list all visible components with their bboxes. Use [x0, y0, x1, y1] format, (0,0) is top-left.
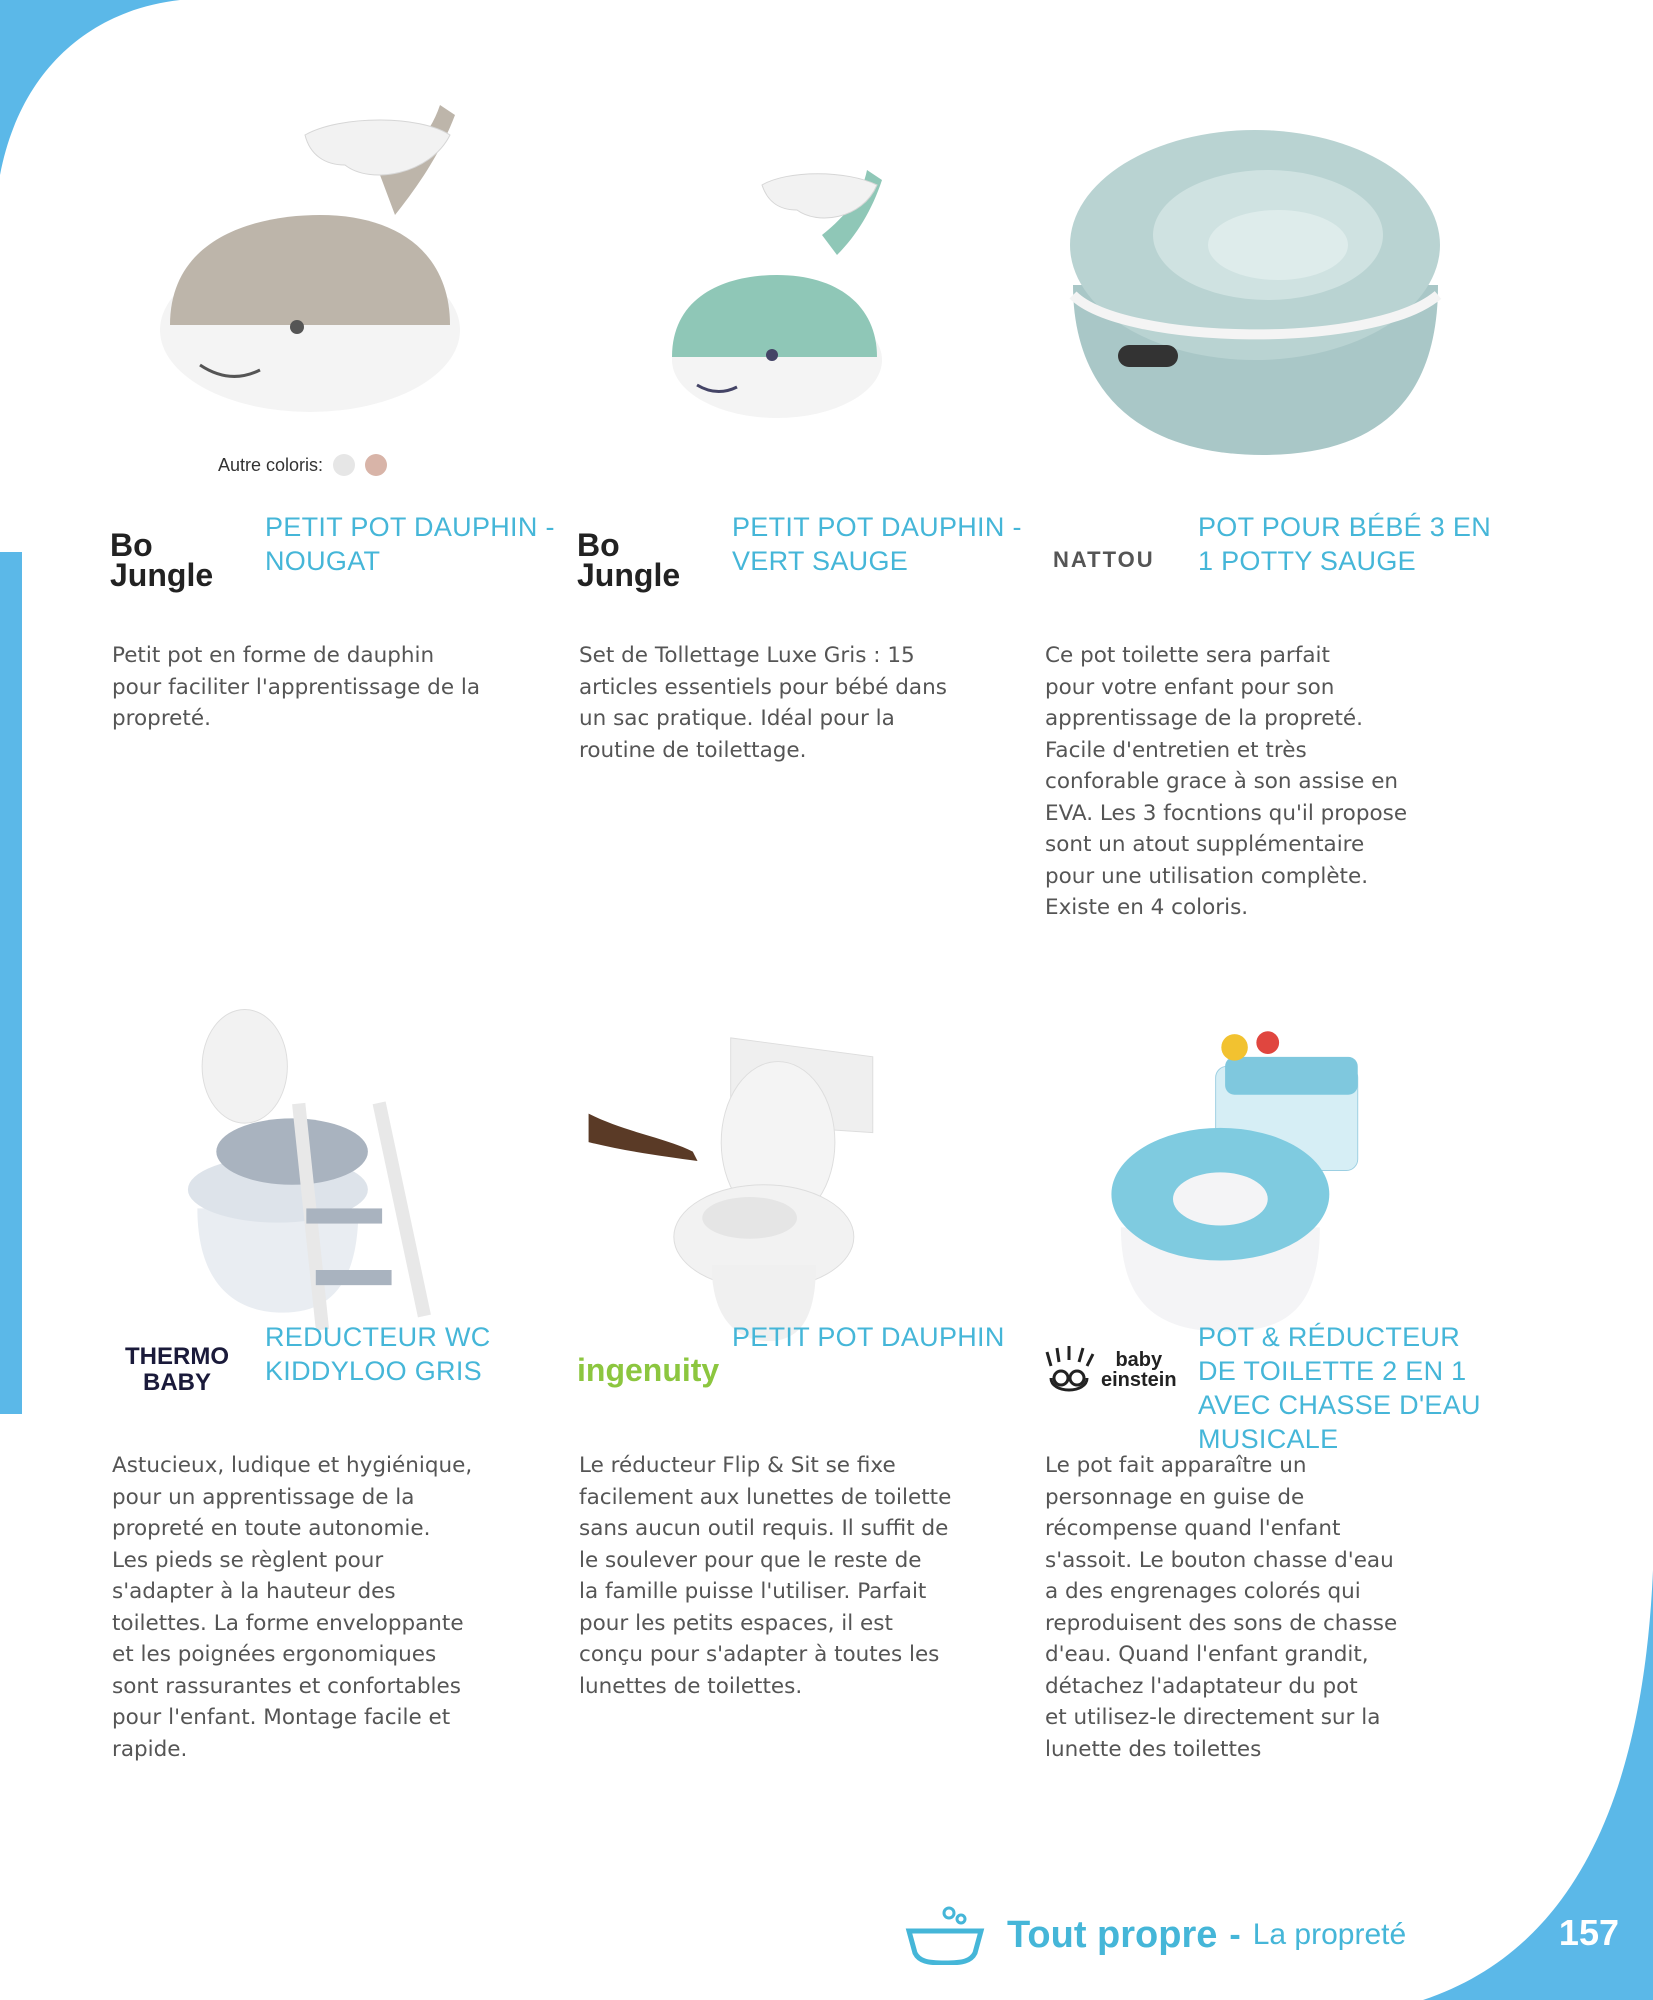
product-photo-whale-potty-sage	[577, 95, 1017, 455]
product-title: REDUCTEUR WC KIDDYLOO GRIS	[265, 1322, 491, 1386]
bathtub-icon	[905, 1905, 985, 1965]
brand-logo-bojungle: Bo Jungle	[577, 527, 681, 593]
product-photo-flip-and-sit-reducer	[577, 1000, 1017, 1360]
product-description: Ce pot toilette sera parfait pour votre enfant pour son apprentissage de la propreté. Facile d'entretien et très conforable grace à son assise en EVA. Les 3 focntions qu'il propose sont un atout supplémentaire pour une utilisation complète. Existe en 4 coloris.	[1045, 643, 1408, 920]
brand-logo-thermobaby: THERMO BABY	[125, 1343, 229, 1396]
brand-logo-ingenuity: ingenuity	[577, 1351, 720, 1388]
product-description: Set de Tollettage Luxe Gris : 15 articles essentiels pour bébé dans un sac pratique. Idéal pour la routine de toilettage.	[579, 643, 947, 763]
other-colors	[218, 454, 387, 476]
product-description: Petit pot en forme de dauphin pour faciliter l'apprentissage de la propreté.	[112, 643, 481, 731]
product-description: Astucieux, ludique et hygiénique, pour un apprentissage de la propreté en toute autonomie. Les pieds se règlent pour s'adapter à la hauteur des toilettes. La forme enveloppante et les poignées ergonomiques sont rassurantes et confortables pour l'enfant. Montage facile et rapide.	[112, 1453, 473, 1762]
footer-separator: -	[1229, 1915, 1241, 1954]
product-photo-potty-3in1-sage	[1043, 95, 1483, 455]
product-title: POT POUR BÉBÉ 3 EN 1 POTTY SAUGE	[1198, 512, 1491, 576]
product-title: PETIT POT DAUPHIN - VERT SAUGE	[732, 512, 1022, 576]
page-footer	[905, 1895, 1406, 1975]
side-stripe-decoration	[0, 552, 22, 1414]
page-number: 157	[1558, 1912, 1619, 1953]
product-title: PETIT POT DAUPHIN - NOUGAT	[265, 512, 555, 576]
product-description: Le pot fait apparaître un personnage en guise de récompense quand l'enfant s'assoit. Le bouton chasse d'eau a des engrenages colorés qui reproduisent des sons de chasse d'eau. Quand l'enfant grandit, détachez l'adaptateur du pot et utilisez-le directement sur la lunette des toilettes	[1045, 1453, 1398, 1762]
color-swatch-pink[interactable]	[365, 454, 387, 476]
brand-logo-nattou: NATTOU	[1053, 547, 1155, 572]
brand-logo-bojungle: Bo Jungle	[110, 527, 214, 593]
brand-logo-baby-einstein: baby einstein	[1043, 1315, 1193, 1425]
product-photo-whale-potty-nougat	[110, 95, 550, 455]
other-colors-label: Autre coloris:	[218, 454, 324, 475]
color-swatch-grey[interactable]	[333, 454, 355, 476]
product-photo-toilet-reducer-kiddyloo	[110, 1000, 550, 1360]
product-title: PETIT POT DAUPHIN	[732, 1322, 1005, 1352]
section-subtitle: La propreté	[1252, 1918, 1407, 1951]
product-photo-musical-potty	[1043, 1000, 1483, 1360]
section-title: Tout propre	[1007, 1913, 1218, 1956]
product-title: POT & RÉDUCTEUR DE TOILETTE 2 EN 1 AVEC CHASSE D'EAU MUSICALE	[1198, 1322, 1481, 1454]
product-description: Le réducteur Flip & Sit se fixe facilement aux lunettes de toilette sans aucun outil requis. Il suffit de le soulever pour que le reste de la famille puisse l'utiliser. Parfait pour les petits espaces, il est conçu pour s'adapter à toutes les lunettes de toilettes.	[579, 1453, 952, 1699]
einstein-face-icon	[1043, 1344, 1095, 1396]
